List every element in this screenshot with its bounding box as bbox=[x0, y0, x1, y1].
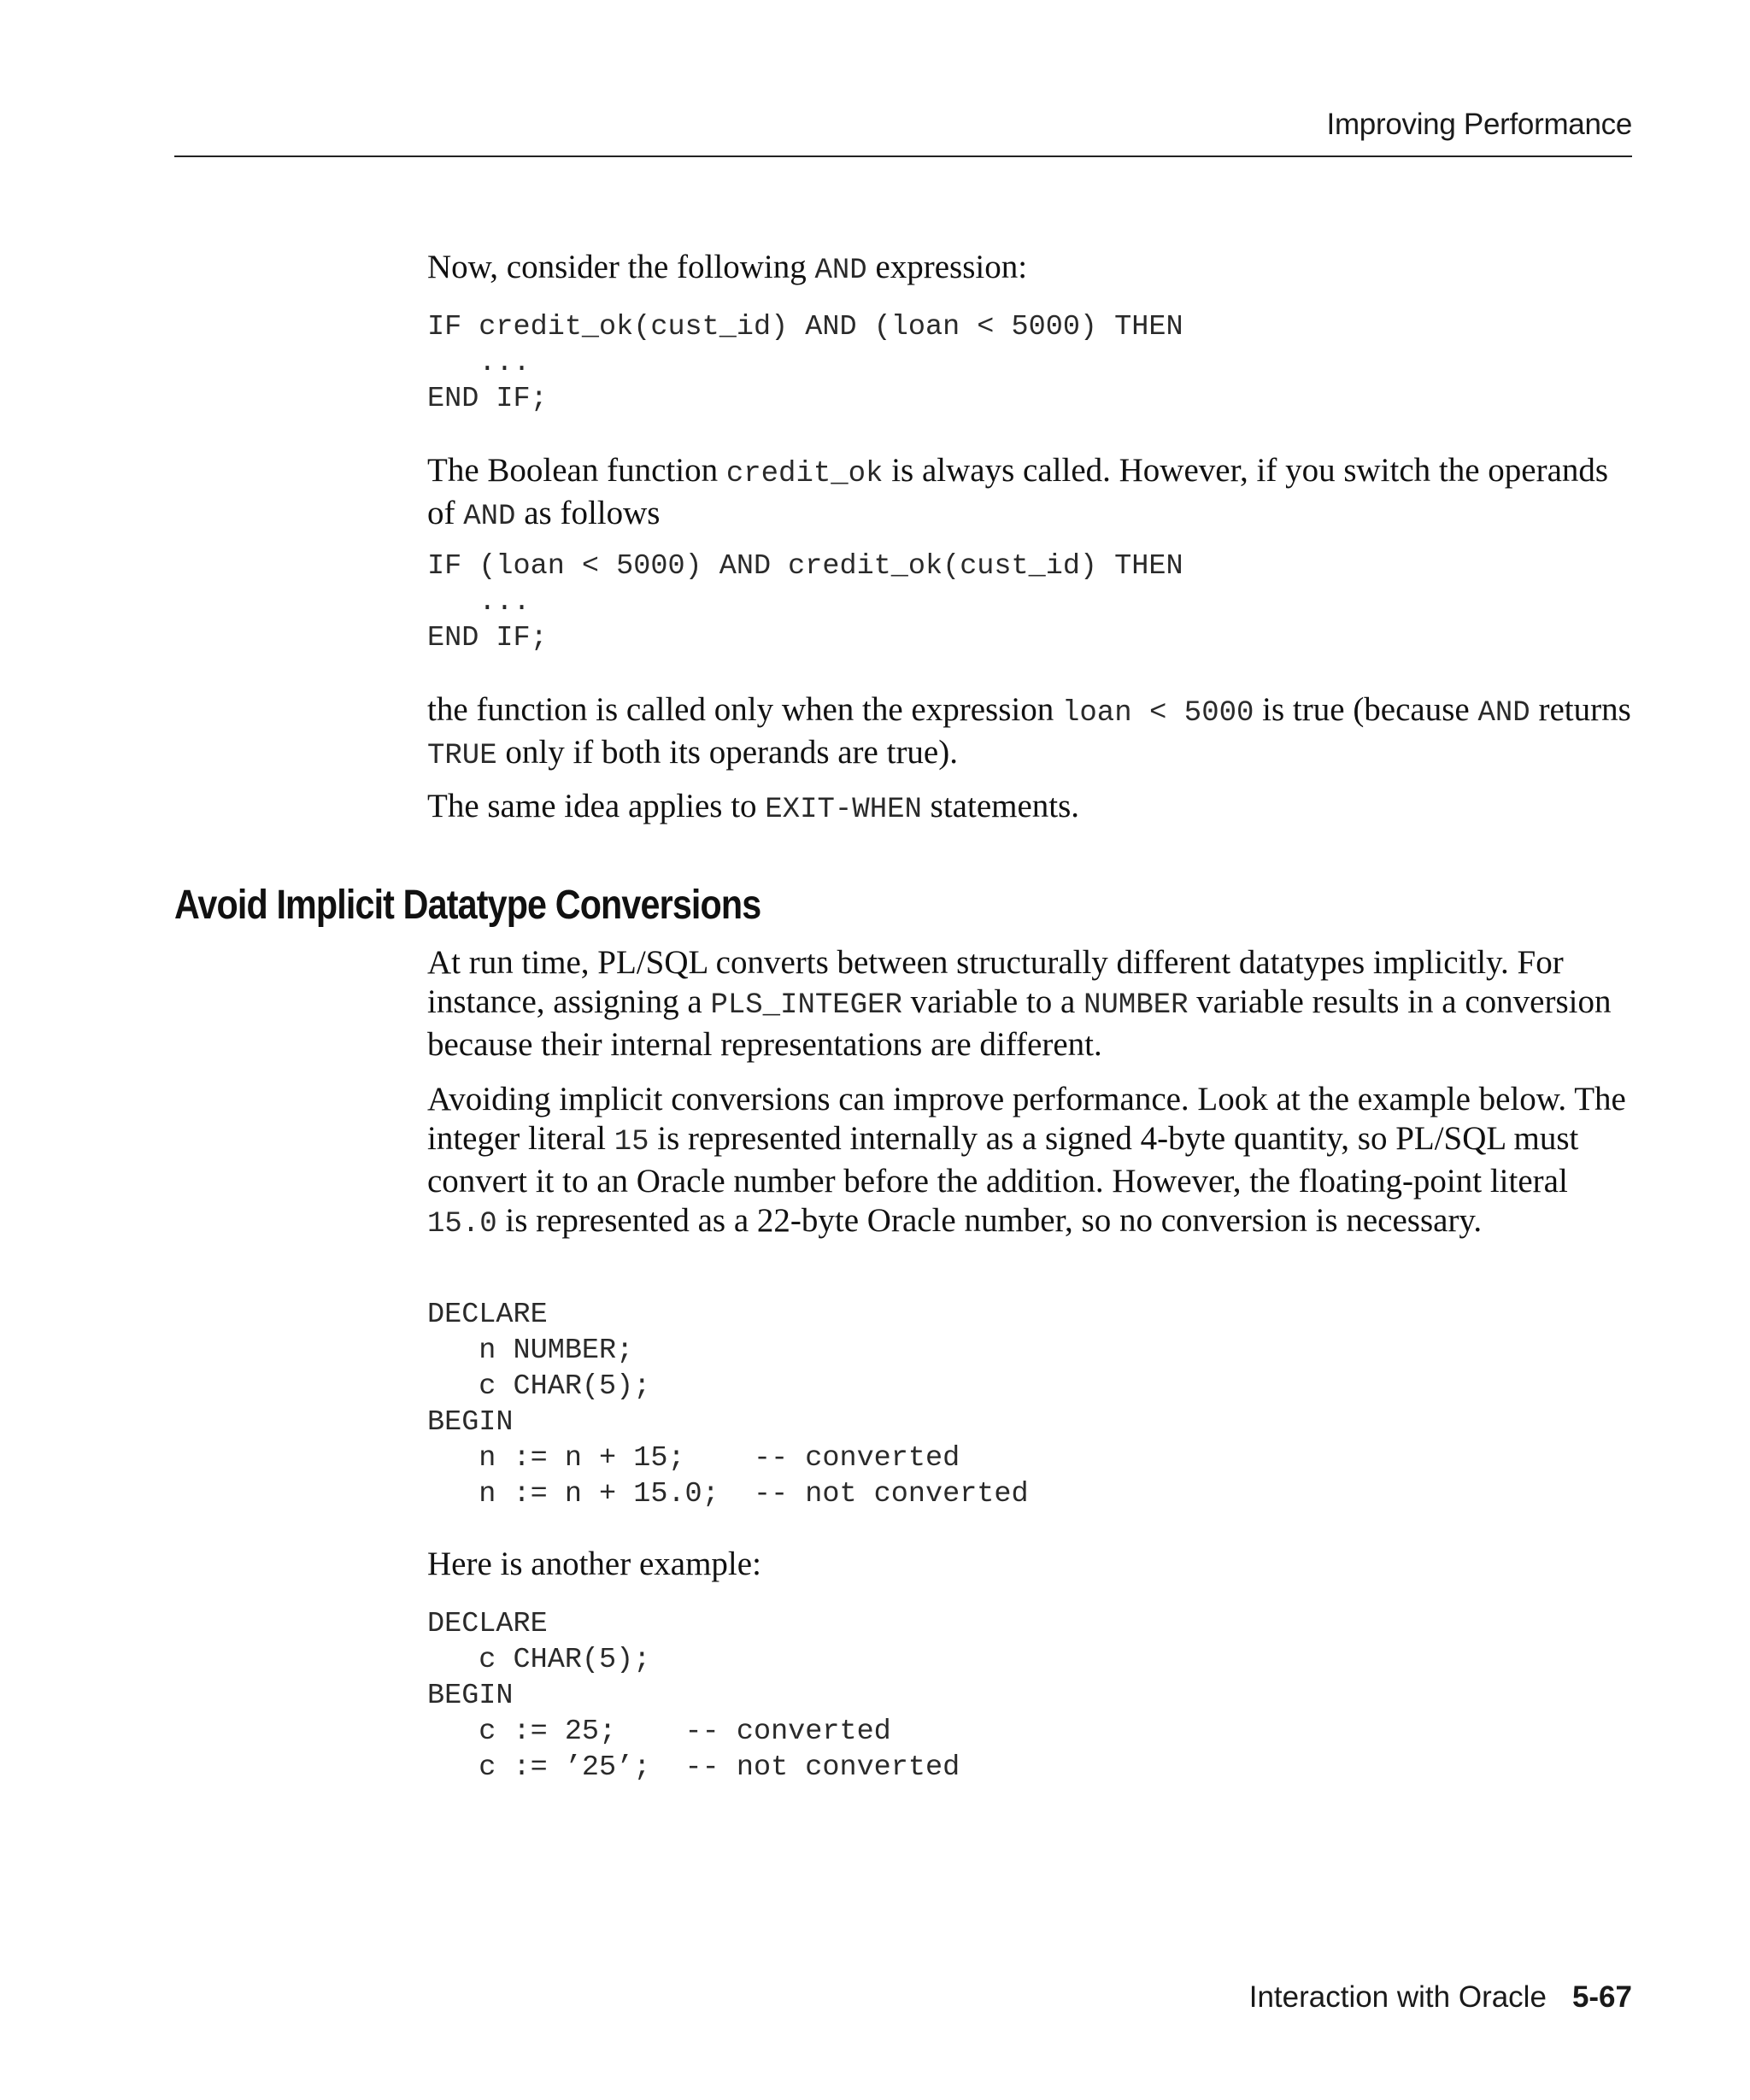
paragraph-boolean-function bbox=[427, 451, 1632, 537]
inline-code: 15.0 bbox=[427, 1208, 497, 1241]
text: statements. bbox=[921, 788, 1080, 824]
inline-code: loan < 5000 bbox=[1061, 697, 1254, 730]
paragraph-and-intro bbox=[427, 248, 1632, 290]
code-block-2: IF (loan < 5000) AND credit_ok(cust_id) THEN ... END IF; bbox=[427, 550, 1183, 654]
code-block-1: IF credit_ok(cust_id) AND (loan < 5000) THEN ... END IF; bbox=[427, 311, 1183, 415]
inline-code: PLS_INTEGER bbox=[710, 989, 902, 1022]
inline-code: NUMBER bbox=[1083, 989, 1189, 1022]
text: is true (because bbox=[1254, 691, 1478, 728]
text: At run time, PL/SQL converts between structurally different datatypes implicitly. For instance, assigning a bbox=[427, 944, 1564, 1020]
text: The Boolean function bbox=[427, 452, 726, 489]
inline-code: EXIT-WHEN bbox=[765, 794, 922, 826]
section-heading: Avoid Implicit Datatype Conversions bbox=[174, 883, 761, 928]
paragraph-another-example: Here is another example: bbox=[427, 1546, 761, 1582]
text: Now, consider the following bbox=[427, 249, 815, 285]
code-block-4: DECLARE c CHAR(5); BEGIN c := 25; -- converted c := ’25’; -- not converted bbox=[427, 1608, 960, 1784]
text: only if both its operands are true). bbox=[496, 734, 958, 771]
text: returns bbox=[1530, 691, 1631, 728]
paragraph-run-time bbox=[427, 943, 1632, 1065]
text: Avoiding implicit conversions can improve performance. Look at the example below. The integer literal bbox=[427, 1081, 1626, 1157]
inline-code: 15 bbox=[614, 1126, 649, 1159]
text: is represented internally as a signed 4-byte quantity, so PL/SQL must convert it to an Oracle number before the addition. However, the floating-point literal bbox=[427, 1120, 1579, 1200]
text: variable to a bbox=[901, 983, 1084, 1020]
paragraph-function-called bbox=[427, 690, 1632, 776]
text: expression: bbox=[866, 249, 1028, 285]
running-header: Improving Performance bbox=[1326, 108, 1632, 141]
text: is always called. However, if you switch the operands of bbox=[427, 452, 1609, 531]
code-block-3: DECLARE n NUMBER; c CHAR(5); BEGIN n := n + 15; -- converted n := n + 15.0; -- not converted bbox=[427, 1299, 1029, 1510]
paragraph-avoiding-conversions bbox=[427, 1080, 1632, 1244]
text: the function is called only when the expression bbox=[427, 691, 1062, 728]
page-footer bbox=[1249, 1980, 1632, 2015]
text: as follows bbox=[515, 495, 661, 531]
header-rule bbox=[174, 155, 1632, 157]
text: is represented as a 22-byte Oracle number, so no conversion is necessary. bbox=[496, 1202, 1483, 1239]
footer-chapter: Interaction with Oracle bbox=[1248, 1980, 1547, 2014]
text: The same idea applies to bbox=[427, 788, 766, 824]
text: variable results in a conversion because their internal representations are different. bbox=[427, 983, 1612, 1063]
inline-code: AND bbox=[814, 255, 867, 287]
inline-code: TRUE bbox=[427, 740, 497, 772]
paragraph-exit-when bbox=[427, 787, 1632, 830]
inline-code: AND bbox=[1477, 697, 1530, 730]
inline-code: AND bbox=[463, 501, 516, 533]
inline-code: credit_ok bbox=[725, 458, 884, 490]
page-number: 5-67 bbox=[1571, 1980, 1632, 2014]
